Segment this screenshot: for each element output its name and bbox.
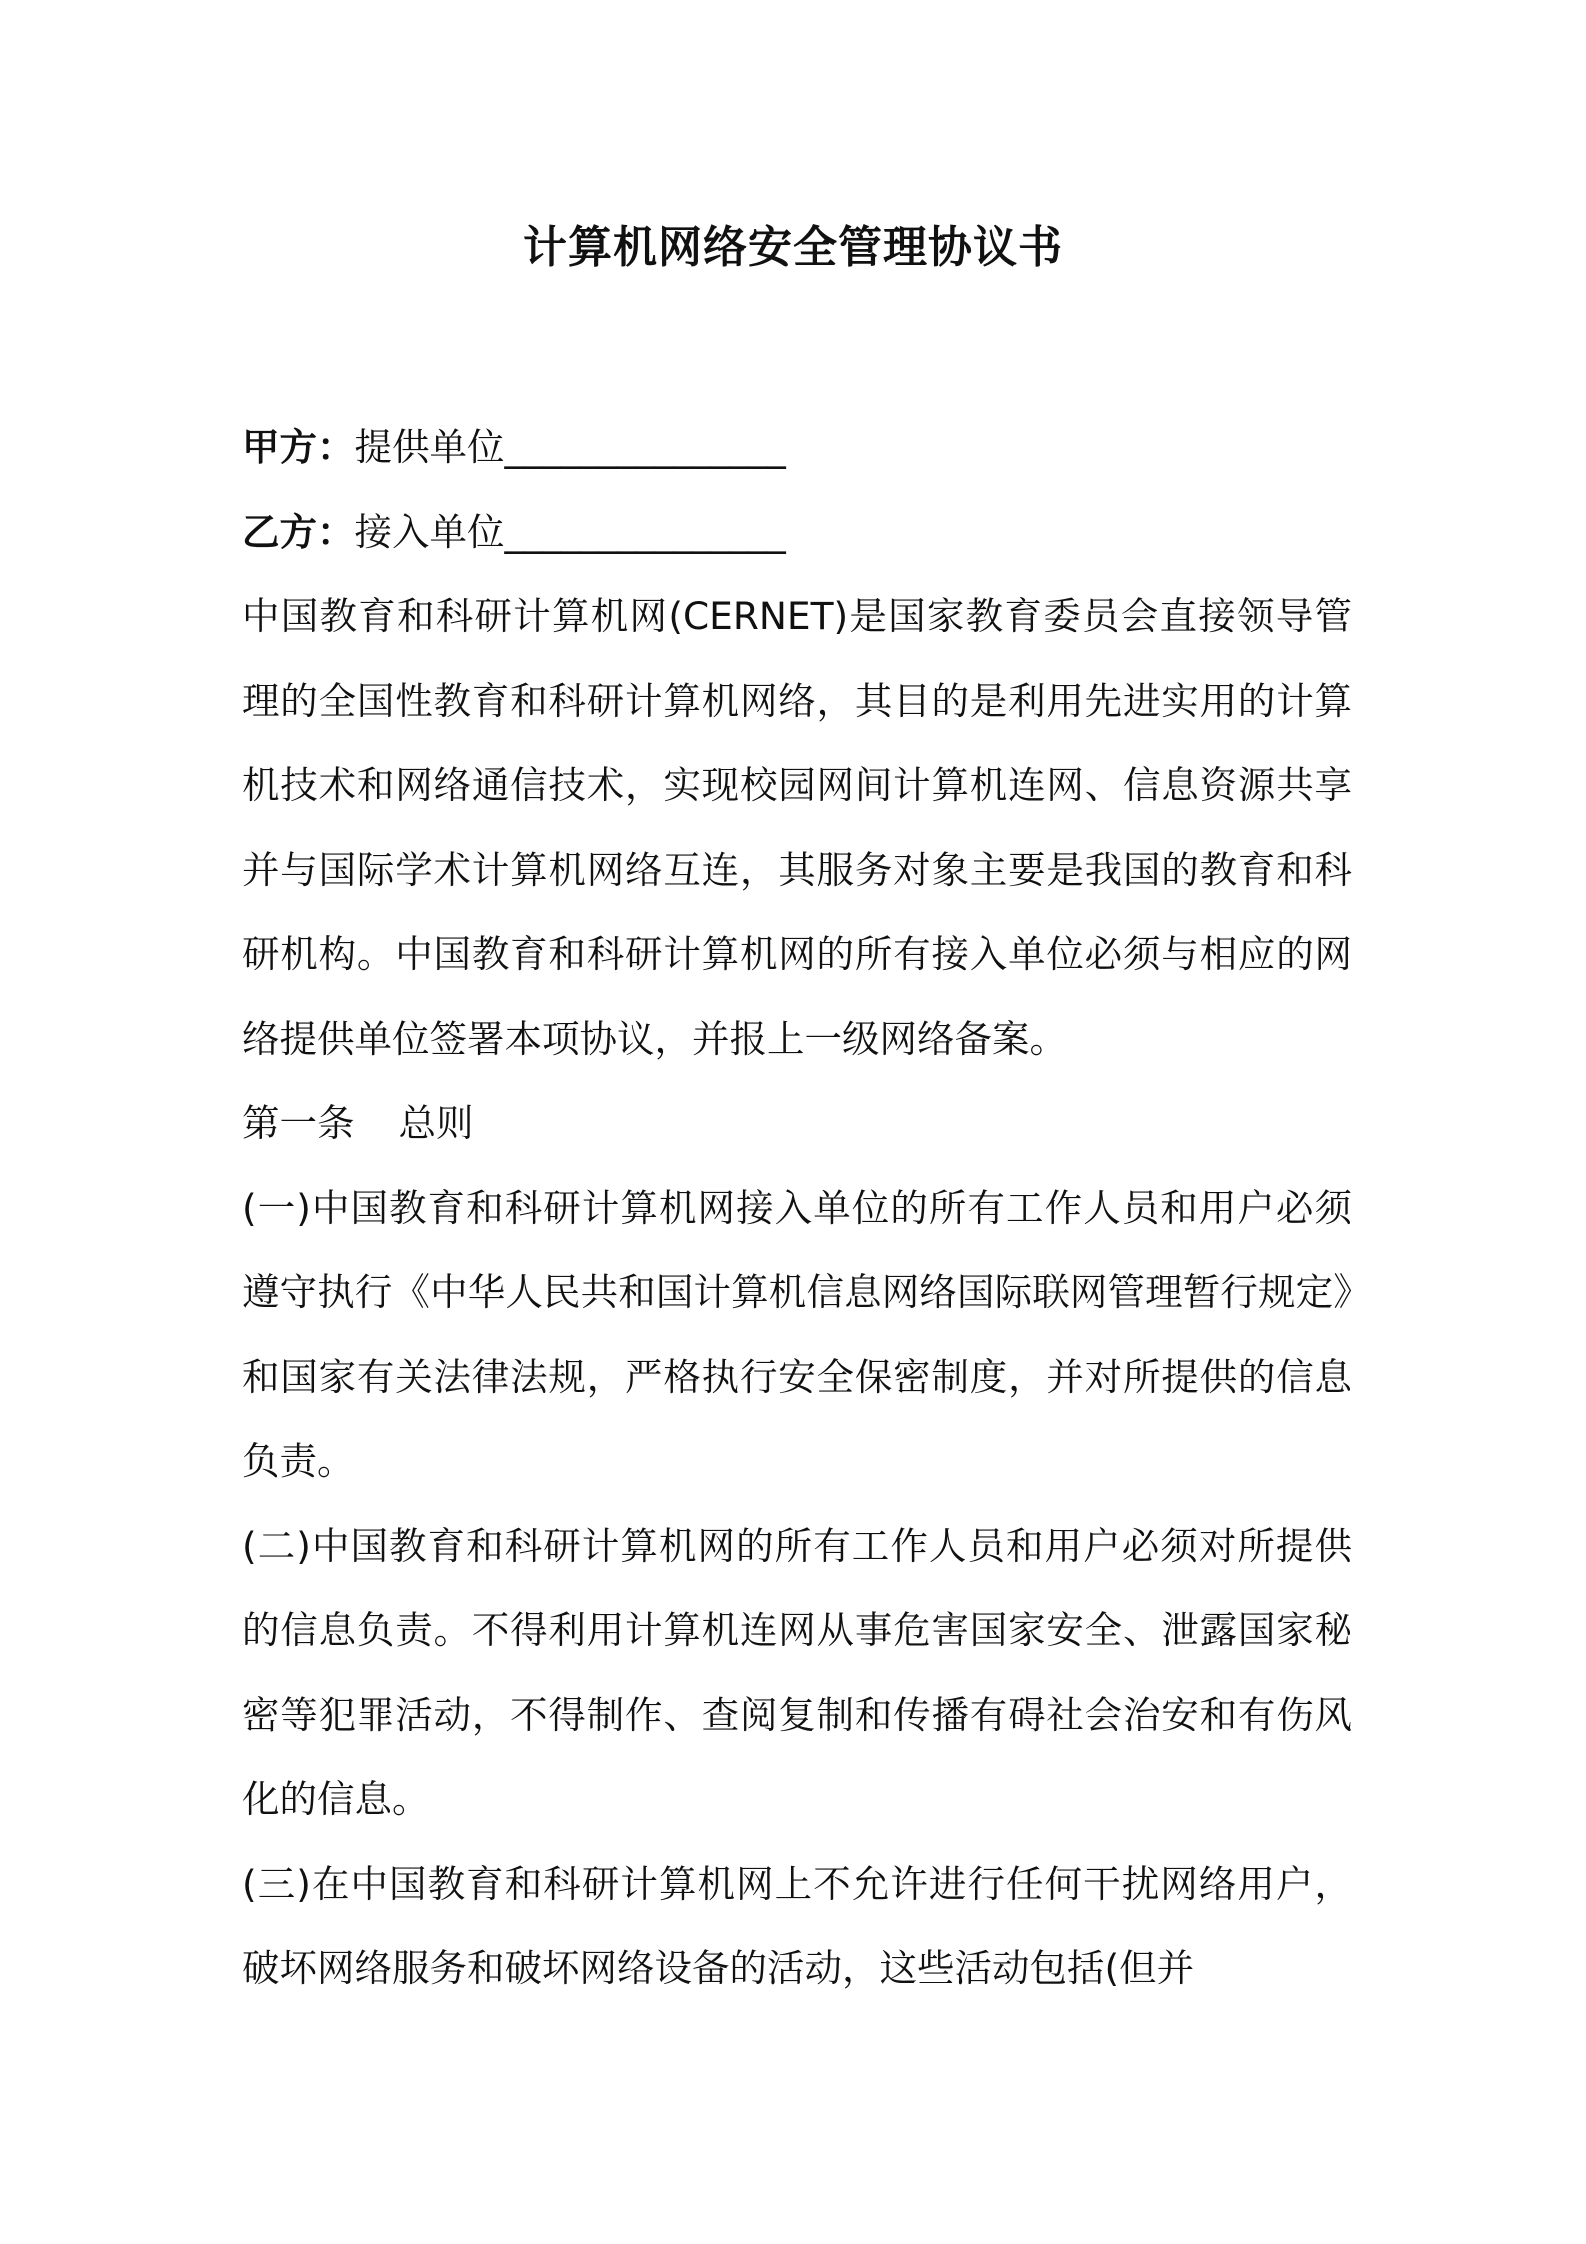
article-1-number: 第一条 bbox=[242, 1101, 355, 1145]
party-b-label: 乙方： bbox=[242, 509, 355, 554]
party-a-label: 甲方： bbox=[242, 425, 355, 469]
article-1-name: 总则 bbox=[398, 1101, 474, 1145]
party-a-line bbox=[242, 405, 1352, 490]
preamble-paragraph: 中国教育和科研计算机网(CERNET)是国家教育委员会直接领导管理的全国性教育和科研计算机网络，其目的是利用先进实用的计算机技术和网络通信技术，实现校园网间计算机连网、信息资源共享并与国际学术计算机网络互连，其服务对象主要是我国的教育和科研机构。中国教育和科研计算机网的所有接入单位必须与相应的网络提供单位签署本项协议，并报上一级网络备案。 bbox=[242, 594, 1352, 1061]
party-b-text: 接入单位_______________ bbox=[354, 509, 786, 554]
party-a-text: 提供单位_______________ bbox=[354, 425, 786, 469]
party-b-line bbox=[242, 490, 1352, 575]
article-1-heading bbox=[242, 1081, 1352, 1166]
document-title: 计算机网络安全管理协议书 bbox=[523, 222, 1063, 273]
clause-2-paragraph: (二)中国教育和科研计算机网的所有工作人员和用户必须对所提供的信息负责。不得利用计算机连网从事危害国家安全、泄露国家秘密等犯罪活动，不得制作、查阅复制和传播有碍社会治安和有伤风化的信息。 bbox=[242, 1523, 1352, 1821]
clause-3-paragraph: (三)在中国教育和科研计算机网上不允许进行任何干扰网络用户，破坏网络服务和破坏网络设备的活动，这些活动包括(但并 bbox=[242, 1861, 1352, 1990]
document-body bbox=[242, 405, 1352, 2011]
clause-1-paragraph: (一)中国教育和科研计算机网接入单位的所有工作人员和用户必须遵守执行《中华人民共和国计算机信息网络国际联网管理暂行规定》和国家有关法律法规，严格执行安全保密制度，并对所提供的信息负责。 bbox=[242, 1185, 1352, 1483]
